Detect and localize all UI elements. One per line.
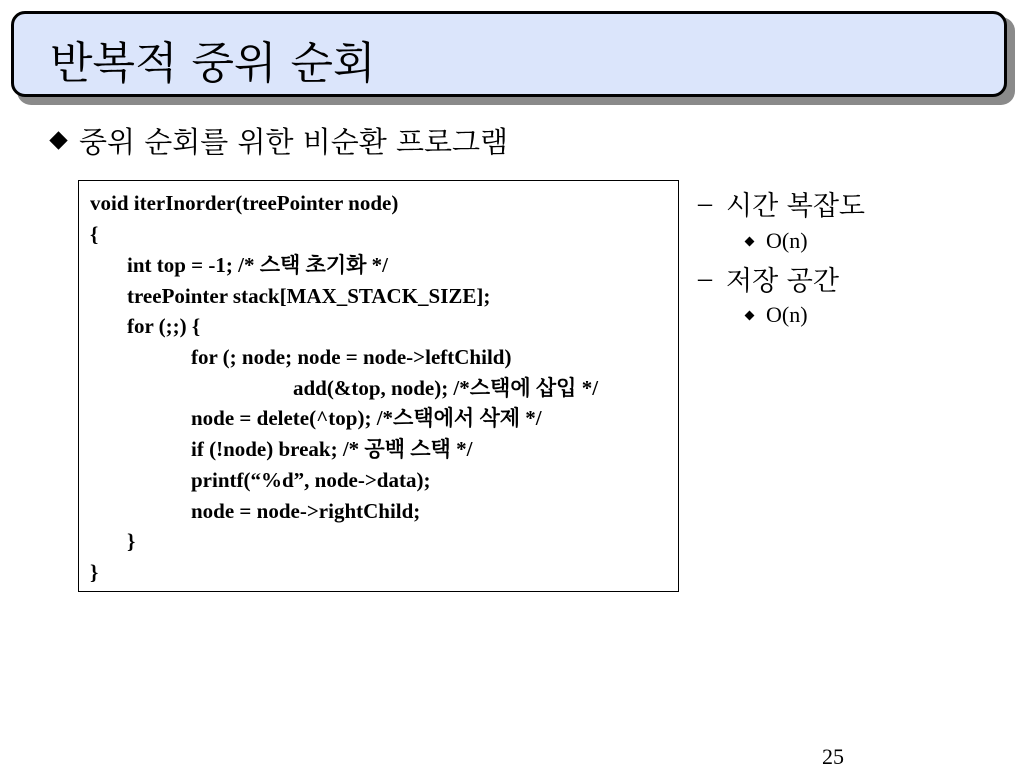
code-line: int top = -1; /* 스택 초기화 */	[127, 253, 388, 277]
small-diamond-icon	[745, 310, 755, 320]
dash-bullet: –	[698, 262, 712, 294]
code-line: }	[127, 529, 136, 553]
time-complexity-value-item	[746, 228, 808, 254]
page-number: 25	[822, 744, 844, 769]
main-bullet-text: 중위 순회를 위한 비순환 프로그램	[79, 125, 509, 159]
code-line: }	[90, 560, 99, 584]
main-bullet	[50, 120, 508, 161]
time-complexity-label: 시간 복잡도	[726, 191, 865, 222]
space-complexity-label: 저장 공간	[726, 266, 839, 297]
small-diamond-icon	[745, 236, 755, 246]
title-box	[11, 11, 1007, 97]
diamond-bullet-icon	[49, 131, 67, 149]
code-line: if (!node) break; /* 공백 스택 */	[191, 437, 473, 461]
slide-title: 반복적 중위 순회	[50, 38, 376, 89]
space-complexity-value: O(n)	[766, 302, 808, 327]
code-block	[78, 180, 679, 592]
space-complexity-item	[698, 259, 839, 298]
code-line: node = node->rightChild;	[191, 499, 421, 523]
code-line: add(&top, node); /*스택에 삽입 */	[293, 376, 599, 400]
code-line: for (;;) {	[127, 314, 201, 338]
time-complexity-value: O(n)	[766, 228, 808, 253]
code-line: void iterInorder(treePointer node)	[90, 191, 399, 215]
code-line: printf(“%d”, node->data);	[191, 468, 431, 492]
code-line: node = delete(^top); /*스택에서 삭제 */	[191, 406, 542, 430]
code-line: {	[90, 222, 99, 246]
code-line: treePointer stack[MAX_STACK_SIZE];	[127, 284, 491, 308]
code-line: for (; node; node = node->leftChild)	[191, 345, 512, 369]
space-complexity-value-item	[746, 302, 808, 328]
dash-bullet: –	[698, 187, 712, 219]
time-complexity-item	[698, 184, 865, 223]
